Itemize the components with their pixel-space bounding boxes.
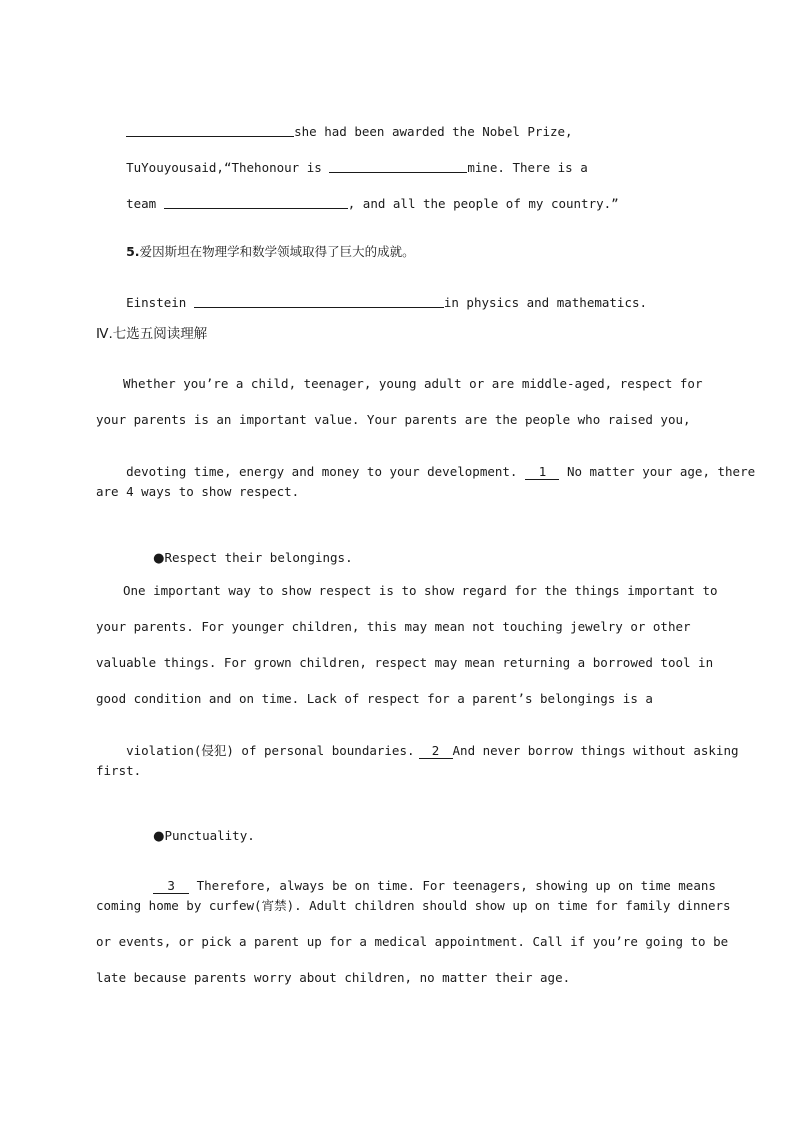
text: mine. There is a	[467, 160, 588, 175]
text: Einstein	[126, 295, 194, 310]
question-text: 爱因斯坦在物理学和数学领域取得了巨大的成就。	[139, 244, 415, 259]
section-title: Ⅳ.七选五阅读理解	[96, 326, 208, 342]
fill-line-3	[96, 179, 619, 228]
answer-blank[interactable]	[329, 160, 467, 173]
answer-blank[interactable]	[164, 196, 348, 209]
blank-1[interactable]: 1	[525, 465, 559, 480]
text: TuYouyousaid,“Thehonour is	[126, 160, 330, 175]
paragraph-line: Whether you’re a child, teenager, young adult or are middle-aged, respect for	[123, 376, 703, 391]
text: she had been awarded the Nobel Prize,	[294, 124, 573, 139]
answer-blank[interactable]	[194, 295, 444, 308]
paragraph-line	[96, 727, 739, 775]
paragraph-line: good condition and on time. Lack of respect for a parent’s belongings is a	[96, 691, 653, 706]
text: And never borrow things without asking	[452, 743, 739, 758]
heading-text: Respect their belongings.	[164, 550, 353, 565]
question-5-answer-line	[96, 278, 647, 327]
bullet-icon: ●	[153, 829, 165, 844]
paragraph-line: first.	[96, 763, 142, 778]
paragraph-line: late because parents worry about children, no matter their age.	[96, 970, 571, 985]
point-heading-2	[123, 812, 255, 861]
paragraph-line: One important way to show respect is to show regard for the things important to	[123, 583, 718, 598]
paragraph-line: valuable things. For grown children, respect may mean returning a borrowed tool in	[96, 655, 714, 670]
text: , and all the people of my country.”	[347, 196, 619, 211]
blank-2[interactable]: 2	[419, 744, 453, 759]
blank-3[interactable]: 3	[153, 879, 189, 894]
point-heading-1	[123, 534, 353, 583]
paragraph-line: your parents. For younger children, this may mean not touching jewelry or other	[96, 619, 691, 634]
text: violation(侵犯) of personal boundaries.	[126, 743, 415, 758]
text: team	[126, 196, 164, 211]
paragraph-line: or events, or pick a parent up for a medical appointment. Call if you’re going to be	[96, 934, 729, 949]
heading-text: Punctuality.	[164, 828, 255, 843]
question-number: 5.	[126, 244, 140, 259]
paragraph-line: are 4 ways to show respect.	[96, 484, 300, 499]
bullet-icon: ●	[153, 551, 165, 566]
paragraph-line: your parents is an important value. Your parents are the people who raised you,	[96, 412, 691, 427]
text: in physics and mathematics.	[443, 295, 648, 310]
question-5-prompt	[96, 228, 415, 276]
text: No matter your age, there	[559, 464, 756, 479]
paragraph-line: coming home by curfew(宵禁). Adult children should show up on time for family dinners	[96, 898, 731, 913]
text: Therefore, always be on time. For teenagers, showing up on time means	[189, 878, 716, 893]
text: devoting time, energy and money to your development.	[126, 464, 518, 479]
answer-blank[interactable]	[126, 124, 294, 137]
